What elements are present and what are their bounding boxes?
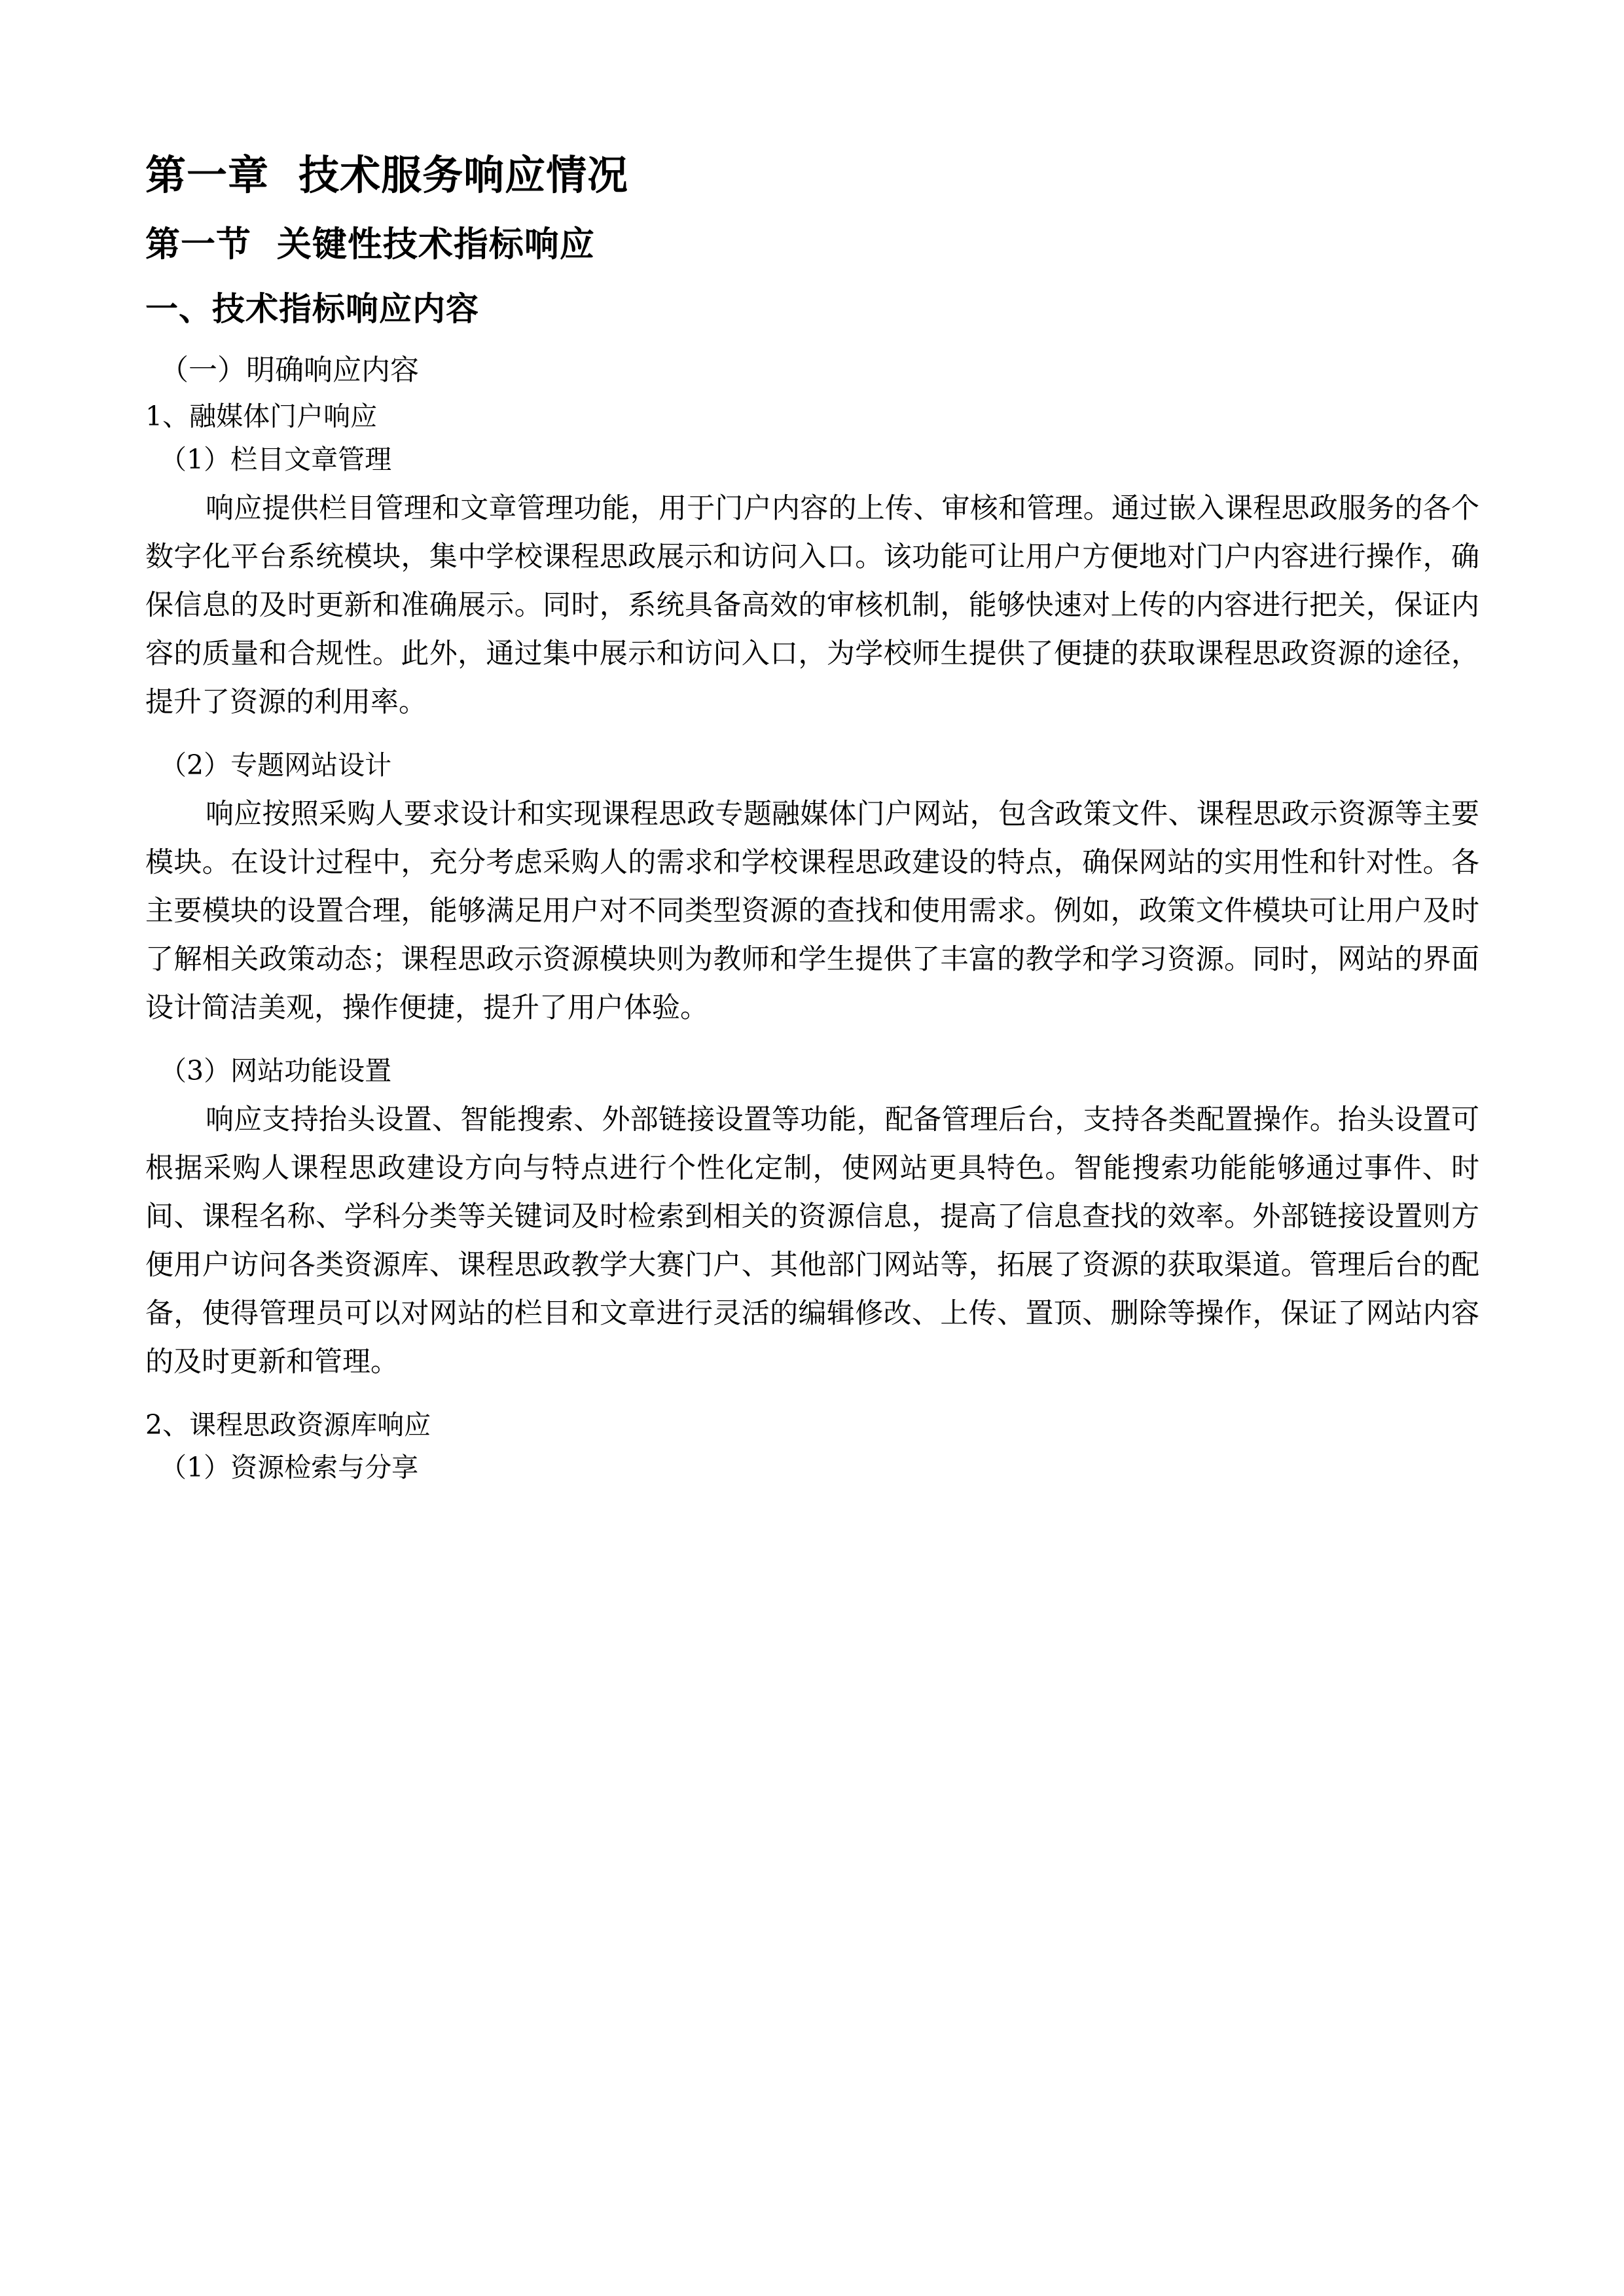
outline-item-2: 2、课程思政资源库响应 [145, 1408, 431, 1441]
outline-item-1: 1、融媒体门户响应 [145, 401, 378, 433]
outline-item-one-cn: （一）明确响应内容 [160, 353, 419, 387]
chapter-heading: 第一章 技术服务响应情况 [145, 151, 629, 199]
document-body [145, 151, 1479, 1486]
outline-item-1-2: （2）专题网站设计 [160, 749, 392, 781]
outline-item-1-3: （3）网站功能设置 [160, 1054, 392, 1086]
paragraph-spacer [145, 1397, 1479, 1408]
section-heading: 第一节 关键性技术指标响应 [145, 224, 595, 264]
outline-item-1-1: （1）栏目文章管理 [160, 443, 392, 475]
outline-item-2-1: （1）资源检索与分享 [160, 1452, 419, 1484]
subsection-heading: 一、技术指标响应内容 [145, 290, 479, 329]
paragraph-1-1: 响应提供栏目管理和文章管理功能，用于门户内容的上传、审核和管理。通过嵌入课程思政服务的各个数字化平台系统模块，集中学校课程思政展示和访问入口。该功能可让用户方便地对门户内容进行操作，确保信息的及时更新和准确展示。同时，系统具备高效的审核机制，能够快速对上传的内容进行把关，保证内容的质量和合规性。此外，通过集中展示和访问入口，为学校师生提供了便捷的获取课程思政资源的途径，提升了资源的利用率。 [145, 492, 1479, 719]
paragraph-1-2: 响应按照采购人要求设计和实现课程思政专题融媒体门户网站，包含政策文件、课程思政示资源等主要模块。在设计过程中，充分考虑采购人的需求和学校课程思政建设的特点，确保网站的实用性和针对性。各主要模块的设置合理，能够满足用户对不同类型资源的查找和使用需求。例如，政策文件模块可让用户及时了解相关政策动态；课程思政示资源模块则为教师和学生提供了丰富的教学和学习资源。同时，网站的界面设计简洁美观，操作便捷，提升了用户体验。 [145, 798, 1479, 1024]
paragraph-spacer [145, 1043, 1479, 1054]
paragraph-1-3: 响应支持抬头设置、智能搜索、外部链接设置等功能，配备管理后台，支持各类配置操作。抬头设置可根据采购人课程思政建设方向与特点进行个性化定制，使网站更具特色。智能搜索功能能够通过事件、时间、课程名称、学科分类等关键词及时检索到相关的资源信息，提高了信息查找的效率。外部链接设置则方便用户访问各类资源库、课程思政教学大赛门户、其他部门网站等，拓展了资源的获取渠道。管理后台的配备，使得管理员可以对网站的栏目和文章进行灵活的编辑修改、上传、置顶、删除等操作，保证了网站内容的及时更新和管理。 [145, 1103, 1479, 1378]
paragraph-spacer [145, 738, 1479, 748]
